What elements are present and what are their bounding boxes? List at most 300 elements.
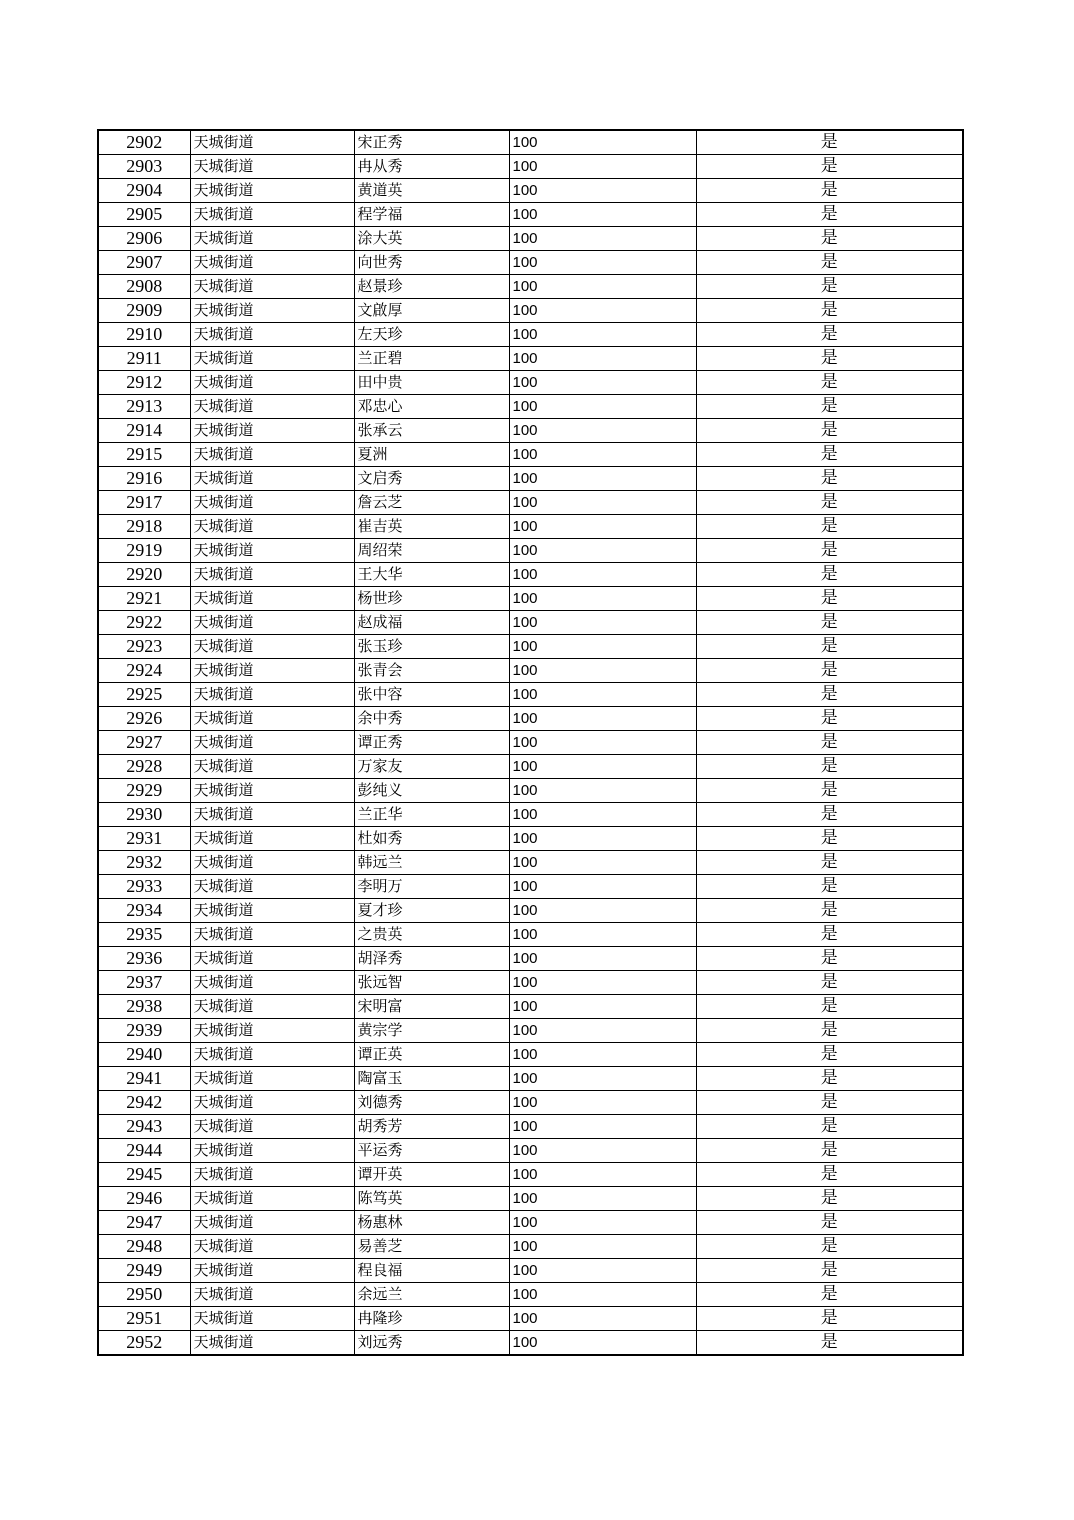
table-row [98,1019,963,1043]
street-cell: 天城街道 [190,347,354,371]
table-row [98,995,963,1019]
street-cell: 天城街道 [190,683,354,707]
amount-cell: 100 [509,875,696,899]
person-name-cell: 谭正英 [354,1043,509,1067]
street-cell: 天城街道 [190,851,354,875]
street-cell: 天城街道 [190,803,354,827]
confirm-flag-cell: 是 [696,827,963,851]
person-name-cell: 刘德秀 [354,1091,509,1115]
serial-number-cell: 2930 [98,803,190,827]
confirm-flag-cell: 是 [696,1139,963,1163]
confirm-flag-cell: 是 [696,1307,963,1331]
confirm-flag-cell: 是 [696,1259,963,1283]
amount-cell: 100 [509,323,696,347]
street-cell: 天城街道 [190,995,354,1019]
amount-cell: 100 [509,515,696,539]
street-cell: 天城街道 [190,923,354,947]
amount-cell: 100 [509,491,696,515]
serial-number-cell: 2938 [98,995,190,1019]
street-cell: 天城街道 [190,515,354,539]
confirm-flag-cell: 是 [696,923,963,947]
amount-cell: 100 [509,1259,696,1283]
street-cell: 天城街道 [190,875,354,899]
person-name-cell: 胡秀芳 [354,1115,509,1139]
street-cell: 天城街道 [190,1235,354,1259]
street-cell: 天城街道 [190,563,354,587]
serial-number-cell: 2914 [98,419,190,443]
amount-cell: 100 [509,1043,696,1067]
amount-cell: 100 [509,1067,696,1091]
confirm-flag-cell: 是 [696,539,963,563]
person-name-cell: 冉隆珍 [354,1307,509,1331]
person-name-cell: 王大华 [354,563,509,587]
street-cell: 天城街道 [190,1307,354,1331]
amount-cell: 100 [509,827,696,851]
person-name-cell: 詹云芝 [354,491,509,515]
street-cell: 天城街道 [190,659,354,683]
table-row [98,611,963,635]
table-row [98,299,963,323]
table-row [98,899,963,923]
serial-number-cell: 2946 [98,1187,190,1211]
serial-number-cell: 2935 [98,923,190,947]
serial-number-cell: 2909 [98,299,190,323]
serial-number-cell: 2922 [98,611,190,635]
amount-cell: 100 [509,443,696,467]
amount-cell: 100 [509,275,696,299]
amount-cell: 100 [509,707,696,731]
table-row [98,1331,963,1356]
serial-number-cell: 2931 [98,827,190,851]
table-row [98,1211,963,1235]
serial-number-cell: 2926 [98,707,190,731]
amount-cell: 100 [509,995,696,1019]
confirm-flag-cell: 是 [696,347,963,371]
table-row [98,443,963,467]
person-name-cell: 宋明富 [354,995,509,1019]
table-row [98,947,963,971]
confirm-flag-cell: 是 [696,275,963,299]
street-cell: 天城街道 [190,179,354,203]
confirm-flag-cell: 是 [696,227,963,251]
table-row [98,875,963,899]
confirm-flag-cell: 是 [696,515,963,539]
person-name-cell: 夏洲 [354,443,509,467]
confirm-flag-cell: 是 [696,299,963,323]
table-row [98,683,963,707]
confirm-flag-cell: 是 [696,731,963,755]
person-name-cell: 邓忠心 [354,395,509,419]
table-row [98,1091,963,1115]
person-name-cell: 韩远兰 [354,851,509,875]
confirm-flag-cell: 是 [696,203,963,227]
table-row [98,1115,963,1139]
person-name-cell: 平运秀 [354,1139,509,1163]
serial-number-cell: 2933 [98,875,190,899]
serial-number-cell: 2950 [98,1283,190,1307]
street-cell: 天城街道 [190,947,354,971]
amount-cell: 100 [509,611,696,635]
serial-number-cell: 2902 [98,130,190,155]
serial-number-cell: 2927 [98,731,190,755]
person-name-cell: 程良福 [354,1259,509,1283]
table-row [98,1187,963,1211]
serial-number-cell: 2913 [98,395,190,419]
street-cell: 天城街道 [190,1259,354,1283]
table-row [98,851,963,875]
amount-cell: 100 [509,1115,696,1139]
person-name-cell: 谭开英 [354,1163,509,1187]
street-cell: 天城街道 [190,1139,354,1163]
table-row [98,779,963,803]
confirm-flag-cell: 是 [696,635,963,659]
street-cell: 天城街道 [190,707,354,731]
person-name-cell: 刘远秀 [354,1331,509,1356]
street-cell: 天城街道 [190,1163,354,1187]
confirm-flag-cell: 是 [696,1187,963,1211]
street-cell: 天城街道 [190,491,354,515]
amount-cell: 100 [509,539,696,563]
table-row [98,923,963,947]
amount-cell: 100 [509,130,696,155]
street-cell: 天城街道 [190,971,354,995]
confirm-flag-cell: 是 [696,371,963,395]
street-cell: 天城街道 [190,130,354,155]
confirm-flag-cell: 是 [696,659,963,683]
person-name-cell: 余中秀 [354,707,509,731]
table-row [98,515,963,539]
street-cell: 天城街道 [190,203,354,227]
person-name-cell: 张承云 [354,419,509,443]
street-cell: 天城街道 [190,419,354,443]
person-name-cell: 黄宗学 [354,1019,509,1043]
table-row [98,1259,963,1283]
amount-cell: 100 [509,1139,696,1163]
serial-number-cell: 2951 [98,1307,190,1331]
street-cell: 天城街道 [190,299,354,323]
table-row [98,587,963,611]
confirm-flag-cell: 是 [696,443,963,467]
confirm-flag-cell: 是 [696,875,963,899]
confirm-flag-cell: 是 [696,1043,963,1067]
person-name-cell: 崔吉英 [354,515,509,539]
person-name-cell: 余远兰 [354,1283,509,1307]
amount-cell: 100 [509,1307,696,1331]
serial-number-cell: 2936 [98,947,190,971]
serial-number-cell: 2920 [98,563,190,587]
person-name-cell: 彭纯义 [354,779,509,803]
person-name-cell: 赵景珍 [354,275,509,299]
confirm-flag-cell: 是 [696,1235,963,1259]
confirm-flag-cell: 是 [696,1067,963,1091]
serial-number-cell: 2921 [98,587,190,611]
serial-number-cell: 2948 [98,1235,190,1259]
amount-cell: 100 [509,227,696,251]
table-row [98,707,963,731]
street-cell: 天城街道 [190,1283,354,1307]
data-table [97,129,964,1356]
street-cell: 天城街道 [190,755,354,779]
amount-cell: 100 [509,755,696,779]
amount-cell: 100 [509,155,696,179]
serial-number-cell: 2919 [98,539,190,563]
person-name-cell: 之贵英 [354,923,509,947]
confirm-flag-cell: 是 [696,899,963,923]
confirm-flag-cell: 是 [696,1091,963,1115]
confirm-flag-cell: 是 [696,755,963,779]
table-row [98,179,963,203]
street-cell: 天城街道 [190,467,354,491]
table-row [98,467,963,491]
amount-cell: 100 [509,1235,696,1259]
amount-cell: 100 [509,299,696,323]
table-row [98,323,963,347]
amount-cell: 100 [509,779,696,803]
serial-number-cell: 2916 [98,467,190,491]
serial-number-cell: 2947 [98,1211,190,1235]
person-name-cell: 陶富玉 [354,1067,509,1091]
amount-cell: 100 [509,203,696,227]
confirm-flag-cell: 是 [696,179,963,203]
serial-number-cell: 2928 [98,755,190,779]
confirm-flag-cell: 是 [696,851,963,875]
person-name-cell: 冉从秀 [354,155,509,179]
amount-cell: 100 [509,563,696,587]
confirm-flag-cell: 是 [696,1115,963,1139]
person-name-cell: 杜如秀 [354,827,509,851]
amount-cell: 100 [509,1187,696,1211]
confirm-flag-cell: 是 [696,395,963,419]
street-cell: 天城街道 [190,275,354,299]
table-row [98,731,963,755]
street-cell: 天城街道 [190,1067,354,1091]
table-row [98,395,963,419]
serial-number-cell: 2934 [98,899,190,923]
confirm-flag-cell: 是 [696,707,963,731]
serial-number-cell: 2939 [98,1019,190,1043]
street-cell: 天城街道 [190,1091,354,1115]
person-name-cell: 兰正华 [354,803,509,827]
serial-number-cell: 2904 [98,179,190,203]
table-row [98,1139,963,1163]
table-row [98,635,963,659]
confirm-flag-cell: 是 [696,587,963,611]
amount-cell: 100 [509,1163,696,1187]
street-cell: 天城街道 [190,779,354,803]
amount-cell: 100 [509,923,696,947]
amount-cell: 100 [509,683,696,707]
table-row [98,227,963,251]
serial-number-cell: 2949 [98,1259,190,1283]
street-cell: 天城街道 [190,1331,354,1356]
amount-cell: 100 [509,467,696,491]
street-cell: 天城街道 [190,1211,354,1235]
amount-cell: 100 [509,851,696,875]
person-name-cell: 田中贵 [354,371,509,395]
street-cell: 天城街道 [190,1043,354,1067]
amount-cell: 100 [509,395,696,419]
serial-number-cell: 2906 [98,227,190,251]
table-row [98,371,963,395]
person-name-cell: 张玉珍 [354,635,509,659]
amount-cell: 100 [509,899,696,923]
person-name-cell: 兰正碧 [354,347,509,371]
street-cell: 天城街道 [190,155,354,179]
confirm-flag-cell: 是 [696,251,963,275]
serial-number-cell: 2945 [98,1163,190,1187]
serial-number-cell: 2918 [98,515,190,539]
person-name-cell: 涂大英 [354,227,509,251]
table-body [98,130,963,1355]
table-row [98,563,963,587]
person-name-cell: 张中容 [354,683,509,707]
serial-number-cell: 2952 [98,1331,190,1356]
confirm-flag-cell: 是 [696,1283,963,1307]
person-name-cell: 谭正秀 [354,731,509,755]
table-row [98,803,963,827]
street-cell: 天城街道 [190,251,354,275]
person-name-cell: 万家友 [354,755,509,779]
table-row [98,251,963,275]
confirm-flag-cell: 是 [696,467,963,491]
street-cell: 天城街道 [190,587,354,611]
confirm-flag-cell: 是 [696,1211,963,1235]
table-row [98,1043,963,1067]
street-cell: 天城街道 [190,899,354,923]
amount-cell: 100 [509,587,696,611]
person-name-cell: 程学福 [354,203,509,227]
serial-number-cell: 2940 [98,1043,190,1067]
confirm-flag-cell: 是 [696,779,963,803]
serial-number-cell: 2917 [98,491,190,515]
table-row [98,971,963,995]
amount-cell: 100 [509,1019,696,1043]
confirm-flag-cell: 是 [696,491,963,515]
confirm-flag-cell: 是 [696,130,963,155]
serial-number-cell: 2943 [98,1115,190,1139]
serial-number-cell: 2924 [98,659,190,683]
amount-cell: 100 [509,419,696,443]
table-row [98,539,963,563]
amount-cell: 100 [509,731,696,755]
confirm-flag-cell: 是 [696,563,963,587]
serial-number-cell: 2912 [98,371,190,395]
table-row [98,347,963,371]
confirm-flag-cell: 是 [696,323,963,347]
amount-cell: 100 [509,371,696,395]
table-row [98,155,963,179]
table-row [98,203,963,227]
person-name-cell: 李明万 [354,875,509,899]
person-name-cell: 张青会 [354,659,509,683]
person-name-cell: 宋正秀 [354,130,509,155]
street-cell: 天城街道 [190,323,354,347]
person-name-cell: 周绍荣 [354,539,509,563]
serial-number-cell: 2911 [98,347,190,371]
amount-cell: 100 [509,947,696,971]
serial-number-cell: 2923 [98,635,190,659]
serial-number-cell: 2942 [98,1091,190,1115]
confirm-flag-cell: 是 [696,683,963,707]
amount-cell: 100 [509,971,696,995]
table-row [98,755,963,779]
confirm-flag-cell: 是 [696,1331,963,1356]
amount-cell: 100 [509,1211,696,1235]
person-name-cell: 夏才珍 [354,899,509,923]
serial-number-cell: 2903 [98,155,190,179]
table-row [98,1307,963,1331]
person-name-cell: 易善芝 [354,1235,509,1259]
table-row [98,659,963,683]
table-row [98,1067,963,1091]
amount-cell: 100 [509,635,696,659]
street-cell: 天城街道 [190,611,354,635]
serial-number-cell: 2932 [98,851,190,875]
person-name-cell: 杨惠林 [354,1211,509,1235]
street-cell: 天城街道 [190,1019,354,1043]
person-name-cell: 黄道英 [354,179,509,203]
amount-cell: 100 [509,1331,696,1356]
serial-number-cell: 2925 [98,683,190,707]
confirm-flag-cell: 是 [696,947,963,971]
table-row [98,419,963,443]
serial-number-cell: 2941 [98,1067,190,1091]
street-cell: 天城街道 [190,227,354,251]
street-cell: 天城街道 [190,443,354,467]
table-row [98,130,963,155]
serial-number-cell: 2907 [98,251,190,275]
serial-number-cell: 2944 [98,1139,190,1163]
confirm-flag-cell: 是 [696,611,963,635]
street-cell: 天城街道 [190,1187,354,1211]
person-name-cell: 文启秀 [354,467,509,491]
confirm-flag-cell: 是 [696,995,963,1019]
person-name-cell: 陈笃英 [354,1187,509,1211]
person-name-cell: 文啟厚 [354,299,509,323]
street-cell: 天城街道 [190,371,354,395]
street-cell: 天城街道 [190,731,354,755]
table-row [98,491,963,515]
amount-cell: 100 [509,803,696,827]
street-cell: 天城街道 [190,635,354,659]
confirm-flag-cell: 是 [696,1019,963,1043]
serial-number-cell: 2915 [98,443,190,467]
person-name-cell: 左天珍 [354,323,509,347]
confirm-flag-cell: 是 [696,155,963,179]
serial-number-cell: 2929 [98,779,190,803]
serial-number-cell: 2937 [98,971,190,995]
street-cell: 天城街道 [190,1115,354,1139]
street-cell: 天城街道 [190,539,354,563]
amount-cell: 100 [509,1283,696,1307]
amount-cell: 100 [509,347,696,371]
confirm-flag-cell: 是 [696,803,963,827]
table-row [98,827,963,851]
confirm-flag-cell: 是 [696,1163,963,1187]
person-name-cell: 张远智 [354,971,509,995]
person-name-cell: 向世秀 [354,251,509,275]
table-row [98,1163,963,1187]
street-cell: 天城街道 [190,827,354,851]
person-name-cell: 赵成福 [354,611,509,635]
serial-number-cell: 2908 [98,275,190,299]
table-row [98,1235,963,1259]
confirm-flag-cell: 是 [696,419,963,443]
serial-number-cell: 2905 [98,203,190,227]
amount-cell: 100 [509,179,696,203]
amount-cell: 100 [509,1091,696,1115]
confirm-flag-cell: 是 [696,971,963,995]
